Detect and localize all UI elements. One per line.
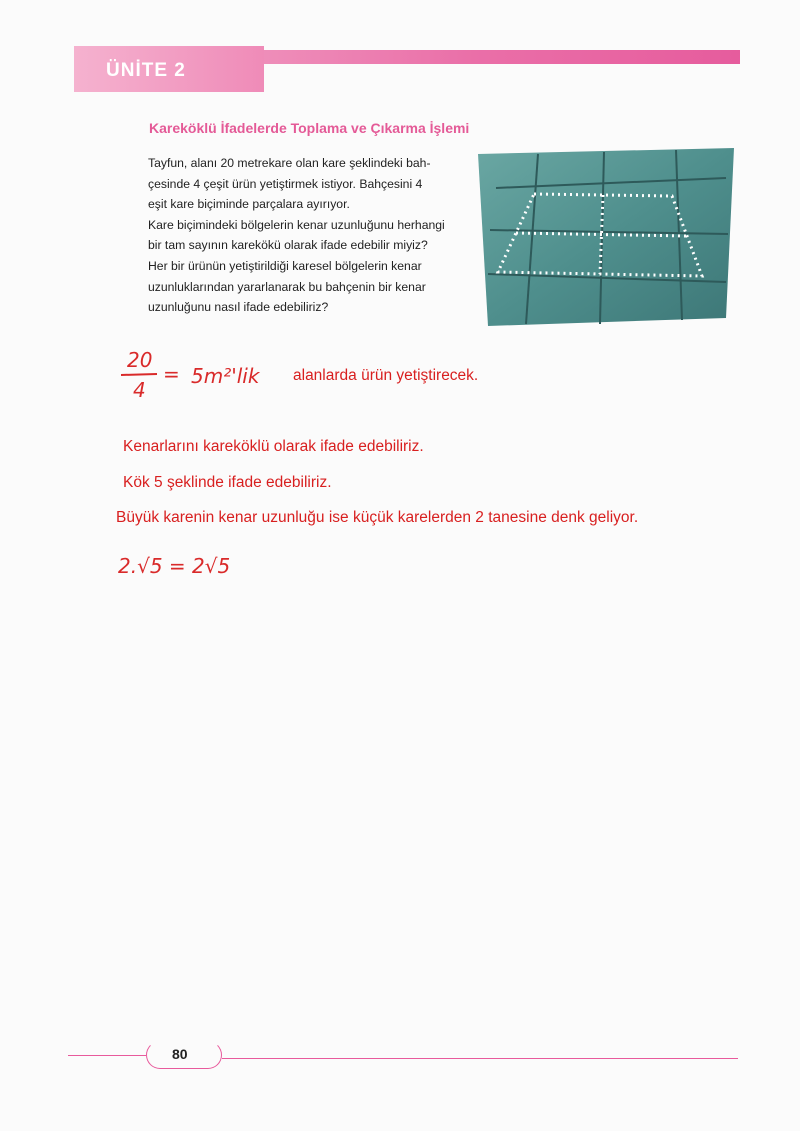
handwritten-fraction — [115, 345, 285, 405]
sqrt-expression: 2.√5 = 2√5 — [118, 554, 231, 578]
answer-line-4: Büyük karenin kenar uzunluğu ise küçük karelerden 2 tanesine denk geliyor. — [116, 509, 639, 526]
unit-label: ÜNİTE 2 — [106, 60, 186, 81]
answer-line-3: Kök 5 şeklinde ifade edebiliriz. — [123, 474, 332, 491]
answer-line-1: alanlarda ürün yetiştirecek. — [293, 367, 479, 384]
problem-line: çesinde 4 çeşit ürün yetiştirmek istiyor. Bahçesini 4 — [148, 176, 423, 191]
problem-line: uzunluklarından yararlanarak bu bahçenin bir kenar — [148, 279, 426, 294]
problem-line: Kare biçimindeki bölgelerin kenar uzunluğunu herhangi — [148, 217, 445, 232]
footer-line-left — [68, 1055, 146, 1056]
problem-line: bir tam sayının karekökü olarak ifade edebilir miyiz? — [148, 238, 428, 253]
answer-line-2: Kenarlarını kareköklü olarak ifade edebiliriz. — [123, 438, 424, 455]
fraction-denominator: 4 — [133, 378, 146, 402]
unit-header-band — [74, 46, 740, 94]
problem-line: Her bir ürünün yetiştirildiği karesel bölgelerin kenar — [148, 258, 422, 273]
handwritten-sqrt — [112, 545, 252, 585]
garden-photo — [476, 148, 736, 326]
fraction-numerator: 20 — [127, 348, 153, 372]
section-title: Kareköklü İfadelerde Toplama ve Çıkarma İşlemi — [149, 120, 470, 136]
problem-text — [148, 153, 458, 318]
problem-line: Tayfun, alanı 20 metrekare olan kare şeklindeki bah- — [148, 156, 431, 170]
problem-line: eşit kare biçiminde parçalara ayırıyor. — [148, 197, 350, 212]
page-number: 80 — [172, 1046, 188, 1062]
garden-grid-photo-icon — [476, 148, 736, 326]
problem-line: uzunluğunu nasıl ifade edebiliriz? — [148, 300, 329, 315]
fraction-result: 5m²'lik — [191, 364, 260, 388]
svg-text:=: = — [163, 362, 180, 386]
footer-line-right — [222, 1058, 738, 1059]
